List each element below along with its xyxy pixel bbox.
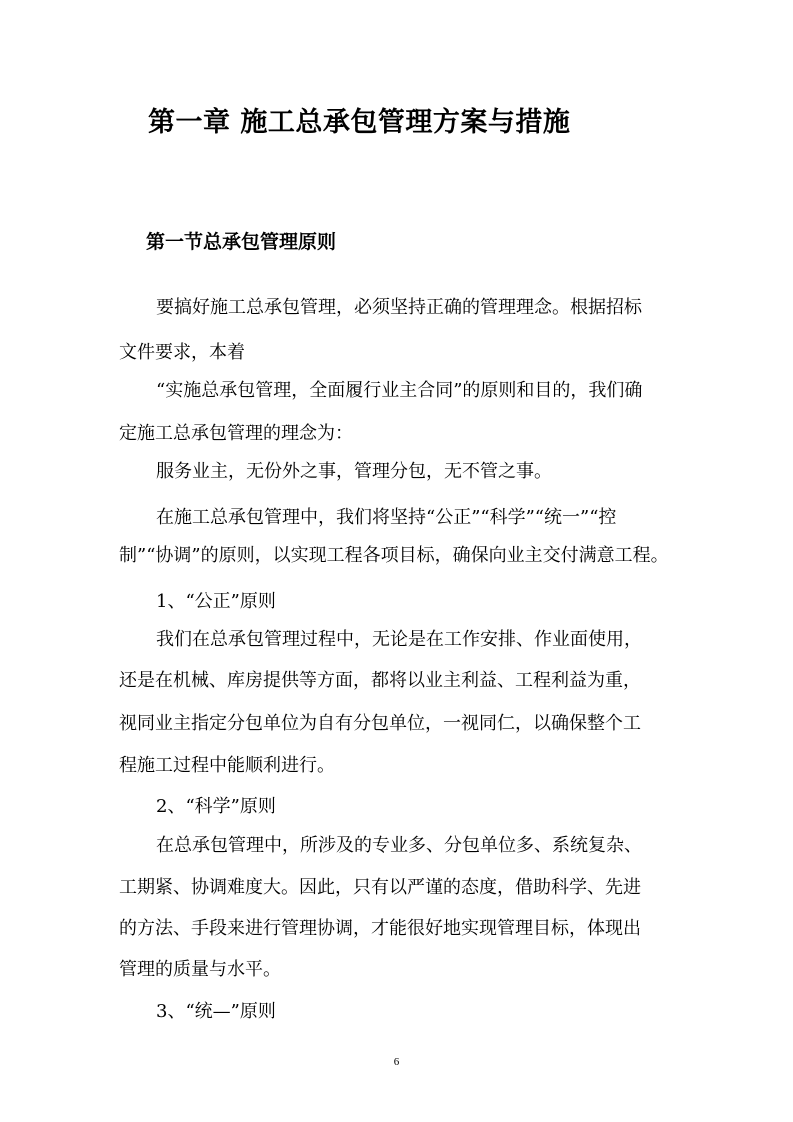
paragraph-line: 文件要求，本着	[119, 342, 245, 363]
paragraph-line: 3、“统—”原则	[156, 1001, 276, 1022]
paragraph-line: 服务业主，无份外之事，管理分包，无不管之事。	[156, 461, 552, 482]
chapter-title: 第一章 施工总承包管理方案与措施	[148, 107, 571, 138]
paragraph-line: 还是在机械、库房提供等方面，都将以业主利益、工程利益为重，	[119, 670, 641, 691]
section-title: 第一节总承包管理原则	[146, 231, 337, 253]
paragraph-line: 制”“协调”的原则，以实现工程各项目标，确保向业主交付满意工程。	[119, 545, 669, 566]
paragraph-line: 视同业主指定分包单位为自有分包单位，一视同仁，以确保整个工	[119, 713, 641, 734]
paragraph-line: 程施工过程中能顺利进行。	[119, 755, 335, 776]
page-number: 6	[393, 1056, 400, 1068]
paragraph-line: 在施工总承包管理中，我们将坚持“公正”“科学”“统一”“控	[156, 507, 617, 528]
paragraph-line: 2、“科学”原则	[156, 796, 276, 817]
paragraph-line: 我们在总承包管理过程中，无论是在工作安排、作业面使用，	[156, 629, 642, 650]
paragraph-line: 的方法、手段来进行管理协调，才能很好地实现管理目标，体现出	[119, 918, 641, 939]
paragraph-line: 1、“公正”原则	[156, 591, 276, 612]
paragraph-line: 要搞好施工总承包管理，必须坚持正确的管理理念。根据招标	[156, 297, 642, 318]
paragraph-line: 工期紧、协调难度大。因此，只有以严谨的态度，借助科学、先进	[119, 877, 641, 898]
paragraph-line: “实施总承包管理，全面履行业主合同”的原则和目的，我们确	[156, 380, 643, 401]
paragraph-line: 在总承包管理中，所涉及的专业多、分包单位多、系统复杂、	[156, 835, 642, 856]
paragraph-line: 定施工总承包管理的理念为：	[119, 423, 353, 444]
paragraph-line: 管理的质量与水平。	[119, 959, 281, 980]
